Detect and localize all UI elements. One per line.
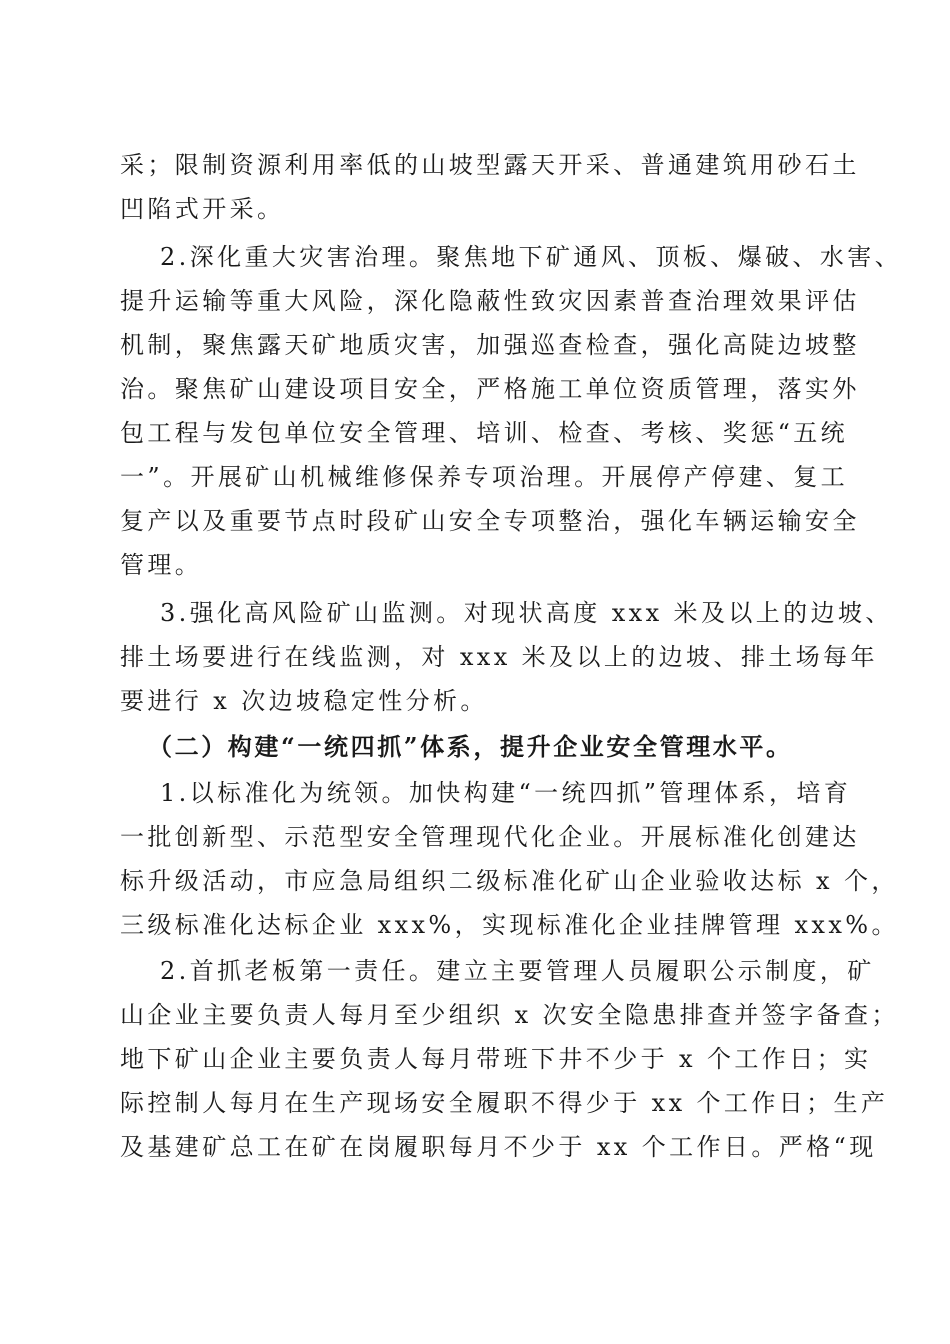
text-line: 排土场要进行在线监测，对 xxx 米及以上的边坡、排土场每年 [120,643,878,671]
paragraph-start-line: 3.强化高风险矿山监测。对现状高度 xxx 米及以上的边坡、 [160,599,893,627]
paragraph-start-line: 1.以标准化为统领。加快构建“一统四抓”管理体系，培育 [160,779,852,807]
text-line: 提升运输等重大风险，深化隐蔽性致灾因素普查治理效果评估 [120,287,860,315]
text-line: 际控制人每月在生产现场安全履职不得少于 xx 个工作日；生产 [120,1089,889,1117]
text-line: 复产以及重要节点时段矿山安全专项整治，强化车辆运输安全 [120,507,860,535]
text-line: 采；限制资源利用率低的山坡型露天开采、普通建筑用砂石土 [120,151,860,179]
text-line: 管理。 [120,551,203,579]
text-line: 一批创新型、示范型安全管理现代化企业。开展标准化创建达 [120,823,860,851]
text-line: 包工程与发包单位安全管理、培训、检查、考核、奖惩“五统 [120,419,849,447]
paragraph-start-line: 2.首抓老板第一责任。建立主要管理人员履职公示制度，矿 [160,957,875,985]
text-line: 三级标准化达标企业 xxx%，实现标准化企业挂牌管理 xxx%。 [120,911,899,939]
text-line: 要进行 x 次边坡稳定性分析。 [120,687,488,715]
text-line: 机制，聚焦露天矿地质灾害，加强巡查检查，强化高陡边坡整 [120,331,860,359]
paragraph-start-line: 2.深化重大灾害治理。聚焦地下矿通风、顶板、爆破、水害、 [160,243,903,271]
text-line: 标升级活动，市应急局组织二级标准化矿山企业验收达标 x 个， [120,867,899,895]
text-line: 一”。开展矿山机械维修保养专项治理。开展停产停建、复工 [120,463,849,491]
text-line: 地下矿山企业主要负责人每月带班下井不少于 x 个工作日；实 [120,1045,872,1073]
text-line: 治。聚焦矿山建设项目安全，严格施工单位资质管理，落实外 [120,375,860,403]
text-line: 凹陷式开采。 [120,195,285,223]
section-heading: （二）构建“一统四抓”体系，提升企业安全管理水平。 [148,732,793,761]
text-line: 山企业主要负责人每月至少组织 x 次安全隐患排查并签字备查； [120,1001,899,1029]
text-line: 及基建矿总工在矿在岗履职每月不少于 xx 个工作日。严格“现 [120,1133,877,1161]
